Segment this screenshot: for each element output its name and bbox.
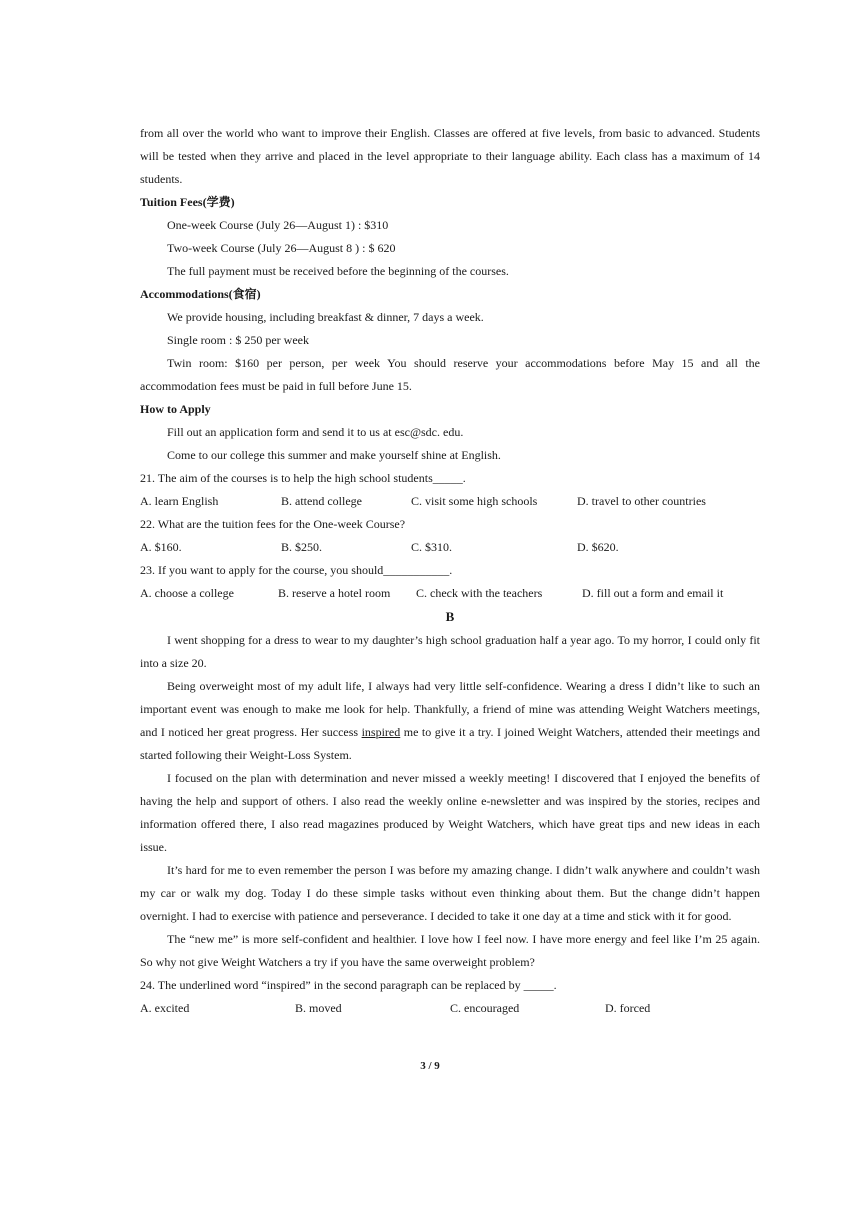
option-b[interactable]: B. $250. [281, 540, 323, 554]
accommodation-line: We provide housing, including breakfast & dinner, 7 days a week. [167, 310, 484, 324]
option-d[interactable]: D. forced [605, 1001, 651, 1015]
question-stem: 22. What are the tuition fees for the One-week Course? [140, 517, 406, 531]
tuition-heading: Tuition Fees(学费) [140, 195, 235, 209]
tuition-line: Two-week Course (July 26—August 8 ) : $ 620 [167, 241, 396, 255]
question-options [140, 536, 760, 559]
accommodations-heading: Accommodations(食宿) [140, 287, 261, 301]
option-c[interactable]: C. visit some high schools [411, 494, 538, 508]
option-d[interactable]: D. travel to other countries [577, 494, 706, 508]
option-c[interactable]: C. $310. [411, 540, 453, 554]
question-stem: 24. The underlined word “inspired” in the second paragraph can be replaced by _____. [140, 978, 557, 992]
tuition-line: The full payment must be received before the beginning of the courses. [167, 264, 509, 278]
option-c[interactable]: C. encouraged [450, 1001, 520, 1015]
paragraph-text: me to give it a try. I joined Weight Watchers, attended their meetings and started following their Weight-Loss System. [140, 725, 760, 762]
option-b[interactable]: B. reserve a hotel room [278, 586, 391, 600]
passage-b-paragraph: It’s hard for me to even remember the person I was before my amazing change. I didn’t walk anywhere and couldn’t wash my car or walk my dog. Today I do these simple tasks without even thinking about them. But the change didn’t happen overnight. I had to exercise with patience and perseverance. I decided to take it one day at a time and stick with it for good. [140, 863, 760, 923]
page-number: 3 / 9 [420, 1060, 440, 1072]
option-c[interactable]: C. check with the teachers [416, 586, 543, 600]
tuition-line: One-week Course (July 26—August 1) : $310 [167, 218, 389, 232]
option-d[interactable]: D. $620. [577, 540, 619, 554]
paragraph-text: Being overweight most of my adult life, I always had very little self-confidence. Wearing a dress I didn’t like to such an important event was enough to make me look for help. Thankfully, a friend of mine was attending Weight Watchers meetings, and I noticed her great progress. Her success [140, 679, 760, 739]
accommodation-line: Single room : $ 250 per week [167, 333, 309, 347]
option-a[interactable]: A. choose a college [140, 586, 234, 600]
passage-b-paragraph: The “new me” is more self-confident and healthier. I love how I feel now. I have more energy and feel like I’m 25 again. So why not give Weight Watchers a try if you have the same overweight problem? [140, 932, 760, 969]
exam-page [140, 122, 760, 1020]
option-b[interactable]: B. attend college [281, 494, 362, 508]
passage-a-intro: from all over the world who want to improve their English. Classes are offered at five levels, from basic to advanced. Students will be tested when they arrive and placed in the level appropriate to their language ability. Each class has a maximum of 14 students. [140, 126, 760, 186]
option-a[interactable]: A. $160. [140, 540, 182, 554]
apply-line: Fill out an application form and send it to us at esc@sdc. edu. [167, 425, 464, 439]
option-d[interactable]: D. fill out a form and email it [582, 586, 724, 600]
passage-b-paragraph: I went shopping for a dress to wear to my daughter’s high school graduation half a year ago. To my horror, I could only fit into a size 20. [140, 633, 760, 670]
question-options [140, 997, 760, 1020]
question-stem: 23. If you want to apply for the course, you should___________. [140, 563, 453, 577]
option-a[interactable]: A. excited [140, 1001, 190, 1015]
question-stem: 21. The aim of the courses is to help the high school students_____. [140, 471, 466, 485]
underlined-word: inspired [361, 725, 401, 739]
accommodation-line: Twin room: $160 per person, per week You should reserve your accommodations before May 15 and all the accommodation fees must be paid in full before June 15. [140, 356, 760, 393]
passage-b-paragraph [140, 675, 760, 767]
option-b[interactable]: B. moved [295, 1001, 342, 1015]
apply-line: Come to our college this summer and make yourself shine at English. [167, 448, 501, 462]
question-options [140, 490, 760, 513]
question-options [140, 582, 760, 605]
passage-b-paragraph: I focused on the plan with determination and never missed a weekly meeting! I discovered that I enjoyed the benefits of having the help and support of others. I also read the weekly online e-newsletter and was inspired by the stories, recipes and information offered there, I also read magazines produced by Weight Watchers, which have great tips and new ideas in each issue. [140, 771, 760, 854]
option-a[interactable]: A. learn English [140, 494, 219, 508]
section-b-label: B [445, 609, 455, 624]
apply-heading: How to Apply [140, 402, 211, 416]
